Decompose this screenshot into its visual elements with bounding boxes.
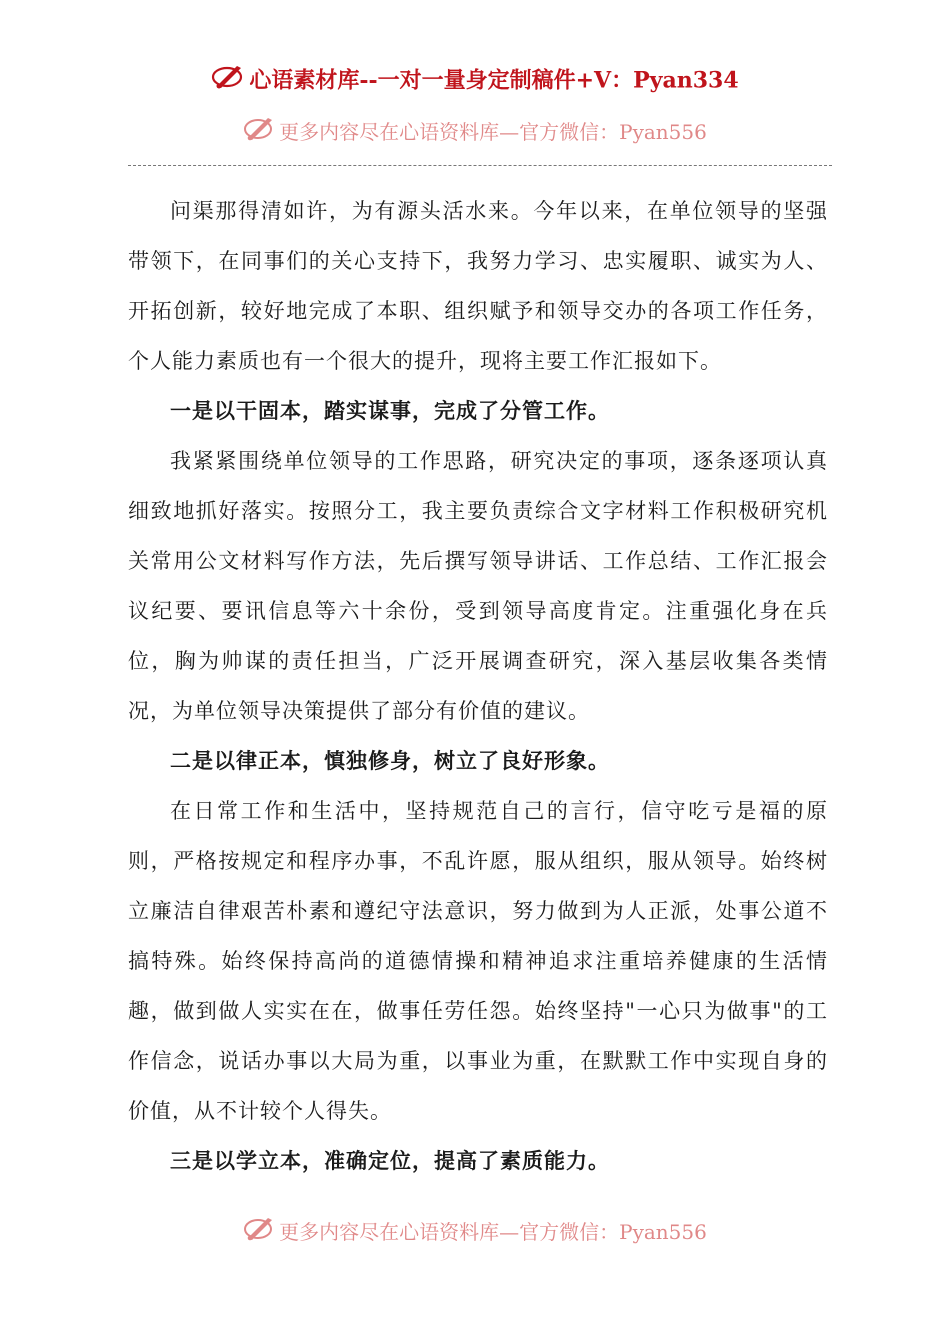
section-heading-1: 一是以干固本，踏实谋事，完成了分管工作。 [170,399,610,423]
watermark-text: 更多内容尽在心语资料库—官方微信：Pyan556 [279,120,707,144]
brush-logo-icon [243,114,277,147]
section-heading-2: 二是以律正本，慎独修身，树立了良好形象。 [170,749,610,773]
paragraph-intro: 问渠那得清如许，为有源头活水来。今年以来，在单位领导的坚强带领下，在同事们的关心支持下，我努力学习、忠实履职、诚实为人、开拓创新，较好地完成了本职、组织赋予和领导交办的各项工作任务，个人能力素质也有一个很大的提升，现将主要工作汇报如下。 [128,199,828,373]
header-divider [128,165,832,166]
paragraph-section-2: 在日常工作和生活中，坚持规范自己的言行，信守吃亏是福的原则，严格按规定和程序办事，不乱许愿，服从组织，服从领导。始终树立廉洁自律艰苦朴素和遵纪守法意识，努力做到为人正派，处事公道不搞特殊。始终保持高尚的道德情操和精神追求注重培养健康的生活情趣，做到做人实实在在，做事任劳任怨。始终坚持"一心只为做事"的工作信念，说话办事以大局为重，以事业为重，在默默工作中实现自身的价值，从不计较个人得失。 [128,799,828,1123]
page-header [0,62,950,96]
brush-logo-icon [211,62,247,96]
document-body [128,186,828,1186]
watermark-top [0,114,950,147]
section-heading-3: 三是以学立本，准确定位，提高了素质能力。 [170,1149,610,1173]
paragraph-section-1: 我紧紧围绕单位领导的工作思路，研究决定的事项，逐条逐项认真细致地抓好落实。按照分工，我主要负责综合文字材料工作积极研究机关常用公文材料写作方法，先后撰写领导讲话、工作总结、工作汇报会议纪要、要讯信息等六十余份，受到领导高度肯定。注重强化身在兵位，胸为帅谋的责任担当，广泛开展调查研究，深入基层收集各类情况，为单位领导决策提供了部分有价值的建议。 [128,449,828,723]
watermark-bottom [0,1214,950,1247]
header-title: 心语素材库--一对一量身定制稿件+V：Pyan334 [249,67,739,94]
watermark-text: 更多内容尽在心语资料库—官方微信：Pyan556 [279,1220,707,1244]
brush-logo-icon [243,1214,277,1247]
